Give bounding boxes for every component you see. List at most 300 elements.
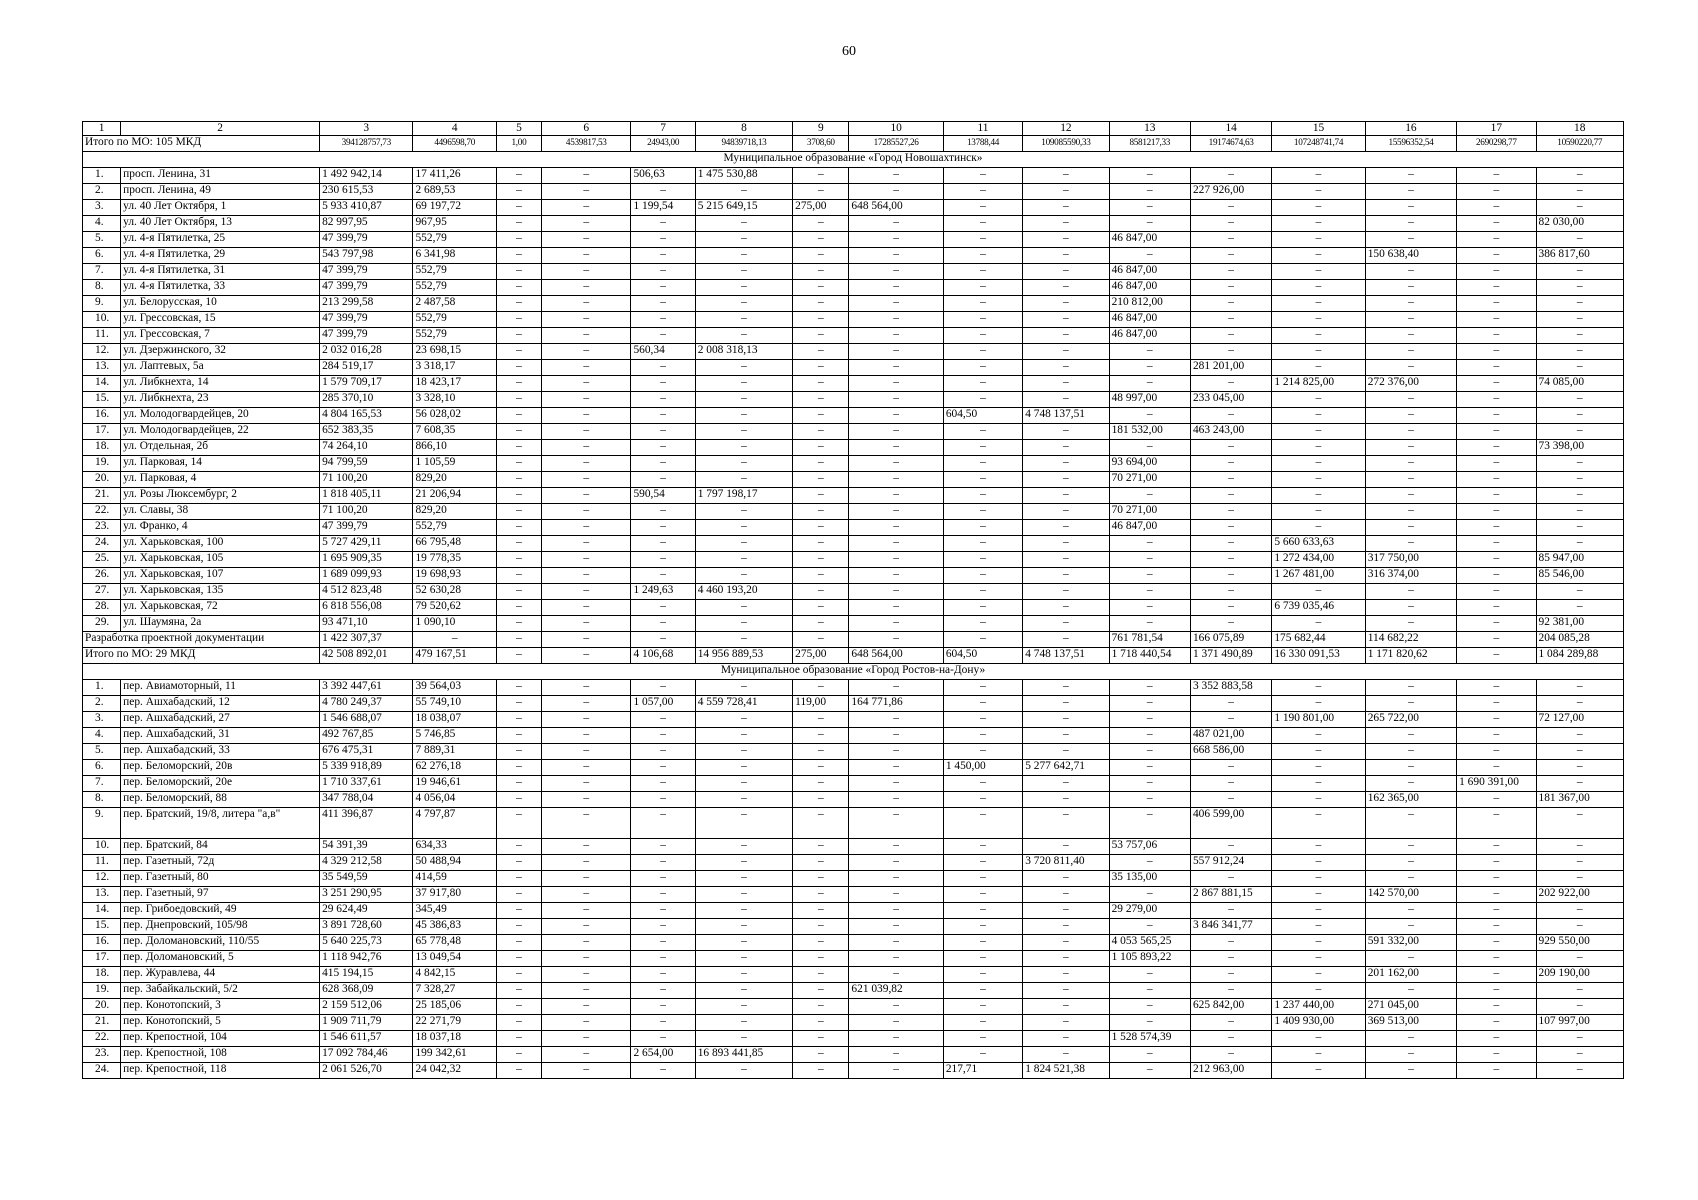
- value-cell: –: [1023, 951, 1109, 967]
- value-cell: –: [631, 264, 695, 280]
- value-cell: –: [793, 999, 849, 1015]
- value-cell: –: [496, 168, 541, 184]
- value-cell: –: [1023, 696, 1109, 712]
- value-cell: –: [943, 344, 1022, 360]
- value-cell: –: [943, 360, 1022, 376]
- value-cell: –: [1109, 999, 1190, 1015]
- value-cell: –: [943, 520, 1022, 536]
- value-cell: –: [1023, 520, 1109, 536]
- value-cell: –: [849, 855, 943, 871]
- value-cell: –: [1536, 776, 1624, 792]
- value-cell: 1 546 688,07: [320, 712, 413, 728]
- value-cell: –: [542, 296, 631, 312]
- address-cell: пер. Забайкальский, 5/2: [121, 983, 320, 999]
- value-cell: –: [1457, 680, 1536, 696]
- value-cell: 2 008 318,13: [695, 344, 792, 360]
- value-cell: –: [1023, 935, 1109, 951]
- value-cell: –: [1190, 216, 1271, 232]
- value-cell: –: [1457, 488, 1536, 504]
- value-cell: 3 328,10: [413, 392, 496, 408]
- table-row: [83, 440, 1624, 456]
- value-cell: –: [943, 328, 1022, 344]
- value-cell: –: [793, 951, 849, 967]
- value-cell: –: [631, 1015, 695, 1031]
- value-cell: 829,20: [413, 504, 496, 520]
- value-cell: 233 045,00: [1190, 392, 1271, 408]
- value-cell: 829,20: [413, 472, 496, 488]
- table-row: [83, 1063, 1624, 1079]
- value-cell: –: [695, 919, 792, 935]
- value-cell: –: [943, 903, 1022, 919]
- value-cell: –: [793, 776, 849, 792]
- value-cell: –: [1457, 1031, 1536, 1047]
- value-cell: 552,79: [413, 232, 496, 248]
- value-cell: –: [496, 392, 541, 408]
- value-cell: –: [542, 887, 631, 903]
- value-cell: –: [1272, 440, 1365, 456]
- table-row: [83, 264, 1624, 280]
- value-cell: 7 608,35: [413, 424, 496, 440]
- value-cell: –: [695, 360, 792, 376]
- value-cell: –: [849, 680, 943, 696]
- value-cell: –: [1109, 744, 1190, 760]
- value-cell: –: [1109, 376, 1190, 392]
- value-cell: –: [1536, 1047, 1624, 1063]
- value-cell: 150 638,40: [1365, 248, 1456, 264]
- value-cell: 1 199,54: [631, 200, 695, 216]
- value-cell: 70 271,00: [1109, 504, 1190, 520]
- value-cell: –: [542, 1047, 631, 1063]
- value-cell: –: [542, 168, 631, 184]
- design-docs-label: Разработка проектной документации: [83, 632, 320, 648]
- value-cell: –: [1272, 344, 1365, 360]
- address-cell: просп. Ленина, 31: [121, 168, 320, 184]
- address-cell: ул. Славы, 38: [121, 504, 320, 520]
- value-cell: –: [793, 456, 849, 472]
- value-cell: –: [1023, 392, 1109, 408]
- value-cell: 316 374,00: [1365, 568, 1456, 584]
- value-cell: –: [496, 472, 541, 488]
- value-cell: –: [542, 184, 631, 200]
- value-cell: –: [849, 312, 943, 328]
- value-cell: –: [943, 168, 1022, 184]
- value-cell: –: [1457, 200, 1536, 216]
- value-cell: –: [1023, 312, 1109, 328]
- value-cell: –: [849, 280, 943, 296]
- value-cell: –: [1272, 871, 1365, 887]
- value-cell: –: [793, 392, 849, 408]
- value-cell: –: [542, 776, 631, 792]
- value-cell: –: [542, 792, 631, 808]
- row-number: 28.: [83, 600, 121, 616]
- value-cell: –: [1023, 488, 1109, 504]
- value-cell: –: [793, 1063, 849, 1079]
- value-cell: –: [542, 440, 631, 456]
- value-cell: –: [1272, 776, 1365, 792]
- value-cell: –: [542, 520, 631, 536]
- value-cell: –: [1190, 696, 1271, 712]
- table-row: [83, 855, 1624, 871]
- value-cell: 1 090,10: [413, 616, 496, 632]
- value-cell: –: [631, 568, 695, 584]
- table-row: [83, 1031, 1624, 1047]
- value-cell: –: [1190, 871, 1271, 887]
- value-cell: –: [542, 871, 631, 887]
- value-cell: –: [695, 232, 792, 248]
- value-cell: –: [1190, 616, 1271, 632]
- value-cell: 175 682,44: [1272, 632, 1365, 648]
- value-cell: –: [793, 360, 849, 376]
- row-number: 17.: [83, 424, 121, 440]
- value-cell: –: [1023, 456, 1109, 472]
- value-cell: –: [496, 983, 541, 999]
- address-cell: ул. Либкнехта, 14: [121, 376, 320, 392]
- value-cell: 46 847,00: [1109, 328, 1190, 344]
- value-cell: –: [695, 520, 792, 536]
- value-cell: –: [496, 296, 541, 312]
- value-cell: –: [1109, 552, 1190, 568]
- value-cell: –: [631, 680, 695, 696]
- value-cell: 17 092 784,46: [320, 1047, 413, 1063]
- table-row: [83, 376, 1624, 392]
- value-cell: 866,10: [413, 440, 496, 456]
- value-cell: –: [1023, 1031, 1109, 1047]
- value-cell: –: [1457, 855, 1536, 871]
- value-cell: 204 085,28: [1536, 632, 1624, 648]
- value-cell: –: [631, 776, 695, 792]
- value-cell: –: [1365, 903, 1456, 919]
- value-cell: –: [943, 792, 1022, 808]
- value-cell: 347 788,04: [320, 792, 413, 808]
- address-cell: пер. Ашхабадский, 33: [121, 744, 320, 760]
- value-cell: –: [1109, 680, 1190, 696]
- row-number: 10.: [83, 312, 121, 328]
- value-cell: –: [1457, 520, 1536, 536]
- value-cell: 2 867 881,15: [1190, 887, 1271, 903]
- value-cell: 552,79: [413, 264, 496, 280]
- total-cell: 13788,44: [943, 136, 1022, 152]
- value-cell: 3 251 290,95: [320, 887, 413, 903]
- value-cell: –: [695, 887, 792, 903]
- value-cell: –: [631, 424, 695, 440]
- value-cell: 676 475,31: [320, 744, 413, 760]
- value-cell: –: [1023, 504, 1109, 520]
- value-cell: 1 710 337,61: [320, 776, 413, 792]
- value-cell: 29 624,49: [320, 903, 413, 919]
- value-cell: –: [849, 967, 943, 983]
- table-row: [83, 552, 1624, 568]
- value-cell: 5 640 225,73: [320, 935, 413, 951]
- value-cell: –: [1365, 424, 1456, 440]
- row-number: 11.: [83, 855, 121, 871]
- value-cell: –: [542, 456, 631, 472]
- value-cell: –: [793, 903, 849, 919]
- value-cell: –: [1190, 312, 1271, 328]
- value-cell: –: [849, 1063, 943, 1079]
- value-cell: –: [542, 568, 631, 584]
- value-cell: –: [1023, 999, 1109, 1015]
- value-cell: 142 570,00: [1365, 887, 1456, 903]
- value-cell: –: [1190, 1047, 1271, 1063]
- value-cell: 967,95: [413, 216, 496, 232]
- value-cell: 18 423,17: [413, 376, 496, 392]
- value-cell: –: [1023, 808, 1109, 839]
- value-cell: –: [1536, 488, 1624, 504]
- value-cell: 181 532,00: [1109, 424, 1190, 440]
- table-row: [83, 584, 1624, 600]
- value-cell: –: [849, 1047, 943, 1063]
- value-cell: –: [793, 488, 849, 504]
- address-cell: ул. Харьковская, 72: [121, 600, 320, 616]
- value-cell: 23 698,15: [413, 344, 496, 360]
- value-cell: –: [1272, 472, 1365, 488]
- value-cell: 543 797,98: [320, 248, 413, 264]
- value-cell: –: [1109, 360, 1190, 376]
- value-cell: 25 185,06: [413, 999, 496, 1015]
- value-cell: –: [631, 232, 695, 248]
- value-cell: –: [943, 680, 1022, 696]
- value-cell: –: [1272, 328, 1365, 344]
- value-cell: –: [1190, 792, 1271, 808]
- value-cell: 1 450,00: [943, 760, 1022, 776]
- value-cell: –: [1272, 680, 1365, 696]
- value-cell: –: [1023, 536, 1109, 552]
- value-cell: –: [1272, 744, 1365, 760]
- address-cell: пер. Ашхабадский, 31: [121, 728, 320, 744]
- value-cell: –: [1457, 232, 1536, 248]
- value-cell: –: [1457, 280, 1536, 296]
- value-cell: –: [793, 1015, 849, 1031]
- value-cell: 5 933 410,87: [320, 200, 413, 216]
- row-number: 5.: [83, 232, 121, 248]
- value-cell: –: [631, 792, 695, 808]
- value-cell: –: [496, 728, 541, 744]
- value-cell: –: [496, 1063, 541, 1079]
- value-cell: –: [1457, 696, 1536, 712]
- value-cell: 487 021,00: [1190, 728, 1271, 744]
- value-cell: 47 399,79: [320, 280, 413, 296]
- value-cell: –: [793, 967, 849, 983]
- value-cell: –: [1109, 408, 1190, 424]
- value-cell: –: [1023, 983, 1109, 999]
- value-cell: –: [1023, 296, 1109, 312]
- table-row: [83, 999, 1624, 1015]
- value-cell: –: [849, 456, 943, 472]
- value-cell: –: [542, 280, 631, 296]
- value-cell: –: [496, 712, 541, 728]
- value-cell: –: [542, 472, 631, 488]
- total-cell: 275,00: [793, 648, 849, 664]
- value-cell: –: [1023, 728, 1109, 744]
- value-cell: –: [496, 935, 541, 951]
- value-cell: –: [542, 488, 631, 504]
- value-cell: 52 630,28: [413, 584, 496, 600]
- total-cell: 1 084 289,88: [1536, 648, 1624, 664]
- value-cell: –: [943, 855, 1022, 871]
- value-cell: 414,59: [413, 871, 496, 887]
- value-cell: –: [849, 408, 943, 424]
- row-number: 13.: [83, 360, 121, 376]
- value-cell: –: [1023, 776, 1109, 792]
- total-cell: 16 330 091,53: [1272, 648, 1365, 664]
- value-cell: –: [793, 1031, 849, 1047]
- address-cell: пер. Газетный, 97: [121, 887, 320, 903]
- value-cell: –: [793, 616, 849, 632]
- value-cell: –: [943, 472, 1022, 488]
- value-cell: –: [1109, 488, 1190, 504]
- total-cell: 1,00: [496, 136, 541, 152]
- value-cell: –: [793, 440, 849, 456]
- value-cell: –: [1536, 360, 1624, 376]
- value-cell: –: [1190, 584, 1271, 600]
- row-number: 12.: [83, 344, 121, 360]
- value-cell: –: [496, 216, 541, 232]
- value-cell: –: [1457, 248, 1536, 264]
- value-cell: –: [496, 488, 541, 504]
- column-header-cell: 5: [496, 122, 541, 136]
- value-cell: –: [1457, 903, 1536, 919]
- value-cell: –: [1023, 616, 1109, 632]
- address-cell: ул. Дзержинского, 32: [121, 344, 320, 360]
- value-cell: –: [849, 1015, 943, 1031]
- address-cell: пер. Газетный, 72д: [121, 855, 320, 871]
- value-cell: –: [1109, 536, 1190, 552]
- value-cell: –: [943, 616, 1022, 632]
- value-cell: 1 105 893,22: [1109, 951, 1190, 967]
- column-header-cell: 11: [943, 122, 1022, 136]
- table-row: [83, 456, 1624, 472]
- value-cell: –: [793, 792, 849, 808]
- value-cell: –: [793, 232, 849, 248]
- value-cell: –: [496, 408, 541, 424]
- table-row: [83, 839, 1624, 855]
- value-cell: 552,79: [413, 280, 496, 296]
- value-cell: –: [1536, 855, 1624, 871]
- table-row: [83, 967, 1624, 983]
- value-cell: –: [496, 280, 541, 296]
- value-cell: 230 615,53: [320, 184, 413, 200]
- address-cell: пер. Ашхабадский, 27: [121, 712, 320, 728]
- value-cell: –: [1190, 280, 1271, 296]
- value-cell: –: [1190, 488, 1271, 504]
- value-cell: –: [695, 983, 792, 999]
- value-cell: –: [1109, 919, 1190, 935]
- table-row: [83, 392, 1624, 408]
- value-cell: –: [943, 999, 1022, 1015]
- row-number: 24.: [83, 536, 121, 552]
- value-cell: –: [695, 440, 792, 456]
- value-cell: 227 926,00: [1190, 184, 1271, 200]
- value-cell: 2 654,00: [631, 1047, 695, 1063]
- address-cell: ул. 4-я Пятилетка, 25: [121, 232, 320, 248]
- value-cell: –: [849, 584, 943, 600]
- total-cell: 4496598,70: [413, 136, 496, 152]
- value-cell: –: [1023, 887, 1109, 903]
- value-cell: –: [695, 616, 792, 632]
- value-cell: –: [1365, 408, 1456, 424]
- value-cell: 271 045,00: [1365, 999, 1456, 1015]
- value-cell: –: [496, 232, 541, 248]
- value-cell: –: [1272, 392, 1365, 408]
- value-cell: –: [849, 552, 943, 568]
- value-cell: 93 471,10: [320, 616, 413, 632]
- value-cell: 16 893 441,85: [695, 1047, 792, 1063]
- value-cell: 1 492 942,14: [320, 168, 413, 184]
- value-cell: –: [1190, 983, 1271, 999]
- value-cell: –: [1536, 871, 1624, 887]
- value-cell: –: [1536, 728, 1624, 744]
- value-cell: –: [1457, 584, 1536, 600]
- row-number: 17.: [83, 951, 121, 967]
- value-cell: 4 842,15: [413, 967, 496, 983]
- value-cell: –: [849, 951, 943, 967]
- value-cell: 164 771,86: [849, 696, 943, 712]
- value-cell: –: [849, 632, 943, 648]
- value-cell: –: [631, 1063, 695, 1079]
- value-cell: –: [695, 728, 792, 744]
- value-cell: –: [1365, 456, 1456, 472]
- value-cell: –: [1536, 264, 1624, 280]
- value-cell: –: [695, 871, 792, 887]
- section-title-row: [83, 664, 1624, 680]
- value-cell: –: [849, 376, 943, 392]
- value-cell: –: [1190, 951, 1271, 967]
- value-cell: –: [496, 264, 541, 280]
- value-cell: –: [1272, 696, 1365, 712]
- row-number: 19.: [83, 456, 121, 472]
- value-cell: –: [943, 248, 1022, 264]
- row-number: 20.: [83, 472, 121, 488]
- column-header-row: [83, 122, 1624, 136]
- value-cell: –: [542, 839, 631, 855]
- address-cell: пер. Конотопский, 3: [121, 999, 320, 1015]
- value-cell: –: [496, 696, 541, 712]
- value-cell: –: [695, 1063, 792, 1079]
- value-cell: –: [1190, 456, 1271, 472]
- value-cell: –: [1272, 584, 1365, 600]
- value-cell: –: [496, 744, 541, 760]
- column-header-cell: 1: [83, 122, 121, 136]
- value-cell: –: [1190, 440, 1271, 456]
- value-cell: 463 243,00: [1190, 424, 1271, 440]
- value-cell: –: [943, 696, 1022, 712]
- value-cell: –: [793, 552, 849, 568]
- value-cell: –: [496, 456, 541, 472]
- value-cell: –: [849, 536, 943, 552]
- value-cell: 1 909 711,79: [320, 1015, 413, 1031]
- value-cell: –: [695, 376, 792, 392]
- value-cell: –: [1365, 584, 1456, 600]
- value-cell: –: [1457, 344, 1536, 360]
- row-number: 9.: [83, 808, 121, 839]
- value-cell: 590,54: [631, 488, 695, 504]
- value-cell: –: [1365, 760, 1456, 776]
- table-row: [83, 296, 1624, 312]
- value-cell: 66 795,48: [413, 536, 496, 552]
- address-cell: пер. Крепостной, 104: [121, 1031, 320, 1047]
- value-cell: –: [496, 855, 541, 871]
- value-cell: –: [1536, 184, 1624, 200]
- value-cell: 265 722,00: [1365, 712, 1456, 728]
- value-cell: –: [793, 296, 849, 312]
- row-number: 23.: [83, 520, 121, 536]
- value-cell: 107 997,00: [1536, 1015, 1624, 1031]
- section-total-label: Итого по МО: 29 МКД: [83, 648, 320, 664]
- row-number: 6.: [83, 760, 121, 776]
- value-cell: –: [496, 680, 541, 696]
- value-cell: –: [793, 520, 849, 536]
- value-cell: –: [793, 744, 849, 760]
